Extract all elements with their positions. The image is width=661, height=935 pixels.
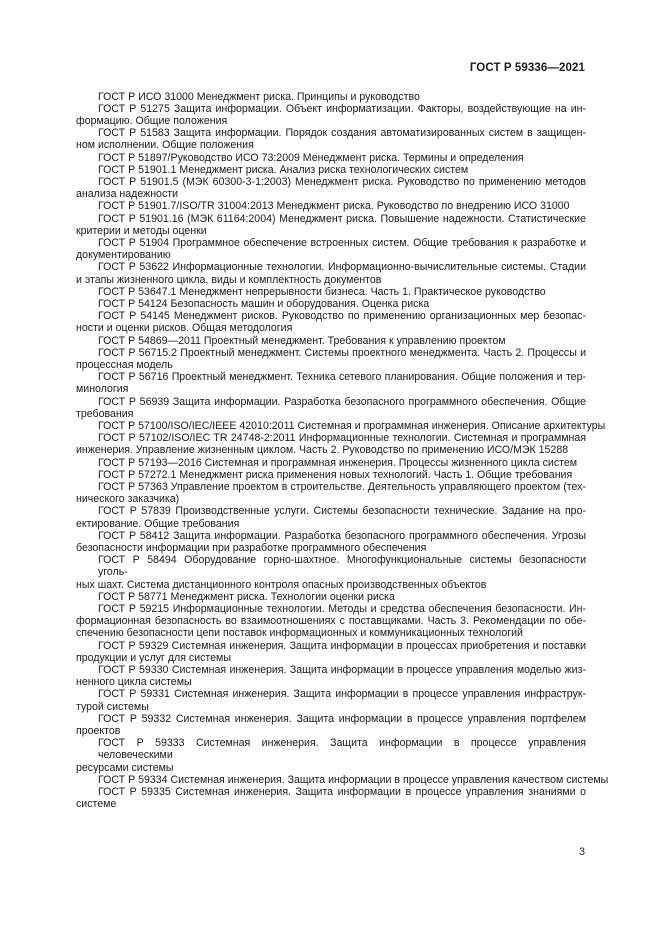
reference-entry	[76, 286, 586, 298]
reference-entry	[76, 773, 609, 786]
reference-entry	[76, 335, 586, 347]
reference-continuation-line: ности и оценки рисков. Общая методология	[76, 322, 293, 335]
reference-first-line: ГОСТ Р 59331 Системная инженерия. Защита информации в процессе управления инфраструк-	[98, 688, 586, 701]
reference-continuation-line: процессная модель	[76, 358, 173, 371]
reference-first-line: ГОСТ Р 59215 Информационные технологии. Методы и средства обеспечения безопасности. Ин-	[98, 603, 586, 616]
reference-entry	[76, 469, 586, 481]
reference-continuation-line: требования	[76, 407, 134, 420]
reference-continuation-line: ных шахт. Система дистанционного контроля опасных производственных объектов	[76, 578, 487, 591]
reference-first-line: ГОСТ Р 54145 Менеджмент рисков. Руководство по применению организационных мер безопас-	[98, 310, 586, 323]
reference-first-line: ГОСТ Р 59334 Системная инженерия. Защита информации в процессе управления качеством системы	[98, 773, 609, 786]
reference-first-line: ГОСТ Р 51275 Защита информации. Объект информатизации. Факторы, воздействующие на ин-	[98, 102, 586, 115]
reference-continuation-line: безопасности информации при разработке программного обеспечения	[76, 542, 427, 555]
reference-continuation-line: спечению безопасности цепи поставок информационных и коммуникационных технологий	[76, 627, 523, 640]
reference-entry	[76, 737, 586, 774]
reference-continuation-line: турой системы	[76, 700, 149, 713]
reference-first-line: ГОСТ Р ИСО 31000 Менеджмент риска. Принципы и руководство	[98, 90, 420, 103]
reference-first-line: ГОСТ Р 59330 Системная инженерия. Защита информации в процессе управления моделью жиз-	[98, 664, 586, 677]
reference-first-line: ГОСТ Р 51901.16 (МЭК 61164:2004) Менеджмент риска. Повышение надежности. Статистические	[98, 212, 586, 225]
reference-entry	[76, 371, 586, 395]
reference-first-line: ГОСТ Р 57272.1 Менеджмент риска применения новых технологий. Часть 1. Общие требования	[98, 468, 573, 481]
reference-entry	[76, 554, 586, 591]
reference-entry	[76, 505, 586, 529]
reference-entry	[76, 713, 586, 737]
reference-first-line: ГОСТ Р 57363 Управление проектом в строительстве. Деятельность управляющего проектом (тех-	[98, 481, 586, 493]
reference-entry	[76, 310, 586, 334]
reference-first-line: ГОСТ Р 57839 Производственные услуги. Системы безопасности технические. Задание на про-	[98, 505, 586, 518]
reference-entry	[76, 237, 586, 261]
reference-continuation-line: проектов	[76, 725, 121, 738]
reference-first-line: ГОСТ Р 59335 Системная инженерия. Защита информации в процессе управления знаниями о	[98, 786, 586, 799]
reference-continuation-line: документированию	[76, 249, 171, 262]
reference-continuation-line: продукции и услуг для системы	[76, 651, 231, 664]
reference-first-line: ГОСТ Р 58771 Менеджмент риска. Технологии оценки риска	[98, 590, 395, 603]
reference-first-line: ГОСТ Р 56715.2 Проектный менеджмент. Системы проектного менеджмента. Часть 2. Процессы и	[98, 346, 586, 359]
reference-first-line: ГОСТ Р 53647.1 Менеджмент непрерывности бизнеса. Часть 1. Практическое руководство	[98, 285, 546, 298]
reference-entry	[76, 603, 586, 640]
reference-first-line: ГОСТ Р 51897/Руководство ИСО 73:2009 Менеджмент риска. Термины и определения	[98, 151, 524, 164]
reference-continuation-line: минология	[76, 383, 129, 396]
reference-first-line: ГОСТ Р 51583 Защита информации. Порядок создания автоматизированных систем в защищен-	[98, 127, 586, 140]
reference-continuation-line: ектирование. Общие требования	[76, 517, 240, 530]
reference-first-line: ГОСТ Р 54869—2011 Проектный менеджмент. Требования к управлению проектом	[98, 334, 506, 347]
reference-entry	[76, 347, 586, 371]
reference-entry	[76, 786, 586, 810]
reference-continuation-line: инженерия. Управление жизненным циклом. Часть 2. Руководство по применению ИСО/МЭК 15288	[76, 444, 569, 457]
reference-entry	[76, 127, 586, 151]
reference-first-line: ГОСТ Р 51901.1 Менеджмент риска. Анализ риска технологических систем	[98, 163, 469, 176]
reference-entry	[76, 432, 586, 456]
reference-continuation-line: и этапы жизненного цикла, виды и комплектность документов	[76, 273, 382, 286]
reference-entry	[76, 103, 586, 127]
reference-first-line: ГОСТ Р 51901.7/ISO/TR 31004:2013 Менеджмент риска. Руководство по внедрению ИСО 31000	[98, 200, 570, 213]
reference-first-line: ГОСТ Р 51904 Программное обеспечение встроенных систем. Общие требования к разработке и	[98, 236, 586, 249]
reference-first-line: ГОСТ Р 57102/ISO/IEC TR 24748-2:2011 Информационные технологии. Системная и программная	[98, 432, 586, 445]
page-number: 3	[579, 846, 585, 858]
reference-entry	[76, 591, 586, 603]
reference-entry	[76, 664, 586, 688]
reference-entry	[76, 530, 586, 554]
reference-entry	[76, 688, 586, 712]
reference-first-line: ГОСТ Р 51901.5 (МЭК 60300-3-1:2003) Менеджмент риска. Руководство по применению методов	[98, 175, 586, 188]
reference-first-line: ГОСТ Р 56939 Защита информации. Разработка безопасного программного обеспечения. Общие	[98, 395, 586, 408]
reference-first-line: ГОСТ Р 56716 Проектный менеджмент. Техника сетевого планирования. Общие положения и тер-	[98, 371, 586, 384]
reference-first-line: ГОСТ Р 57193—2016 Системная и программная инженерия. Процессы жизненного цикла систем	[98, 456, 578, 469]
reference-first-line: ГОСТ Р 59329 Системная инженерия. Защита информации в процессах приобретения и поставки	[98, 639, 586, 652]
reference-entry	[76, 298, 586, 310]
reference-continuation-line: критерии и методы оценки	[76, 224, 207, 237]
reference-entry	[76, 164, 586, 176]
reference-continuation-line: нического заказчика)	[76, 493, 180, 506]
reference-continuation-line: системе	[76, 798, 117, 811]
reference-entry	[76, 200, 586, 212]
reference-entry	[76, 176, 586, 200]
reference-entry	[76, 91, 586, 103]
reference-continuation-line: ненного цикла системы	[76, 676, 192, 689]
reference-first-line: ГОСТ Р 58494 Оборудование горно-шахтное. Многофункциональные системы безопасности уголь-	[98, 554, 586, 579]
reference-first-line: ГОСТ Р 58412 Защита информации. Разработка безопасного программного обеспечения. Угрозы	[98, 529, 586, 542]
reference-entry	[76, 481, 586, 505]
reference-entry	[76, 152, 586, 164]
reference-continuation-line: анализа надежности	[76, 188, 179, 201]
document-code-header: ГОСТ Р 59336—2021	[469, 62, 585, 74]
reference-entry	[76, 419, 606, 432]
reference-entry	[76, 396, 586, 420]
normative-references-list	[76, 90, 609, 811]
reference-continuation-line: формационная безопасность во взаимоотношениях с поставщиками. Часть 3. Рекомендации по обе-	[76, 615, 586, 628]
reference-continuation-line: ном исполнении. Общие положения	[76, 139, 254, 152]
reference-entry	[76, 213, 586, 237]
reference-first-line: ГОСТ Р 53622 Информационные технологии. Информационно-вычислительные системы. Стадии	[98, 261, 586, 274]
reference-entry	[76, 640, 586, 664]
reference-continuation-line: ресурсами системы	[76, 761, 174, 774]
reference-first-line: ГОСТ Р 54124 Безопасность машин и оборудования. Оценка риска	[98, 297, 430, 310]
reference-entry	[76, 261, 586, 285]
reference-first-line: ГОСТ Р 57100/ISO/IEC/IEEE 42010:2011 Системная и программная инженерия. Описание архитектуры	[98, 419, 606, 432]
reference-first-line: ГОСТ Р 59333 Системная инженерия. Защита информации в процессе управления человеческими	[98, 737, 586, 762]
reference-entry	[76, 457, 586, 469]
reference-continuation-line: формацию. Общие положения	[76, 114, 228, 127]
reference-first-line: ГОСТ Р 59332 Системная инженерия. Защита информации в процессе управления портфелем	[98, 712, 586, 725]
